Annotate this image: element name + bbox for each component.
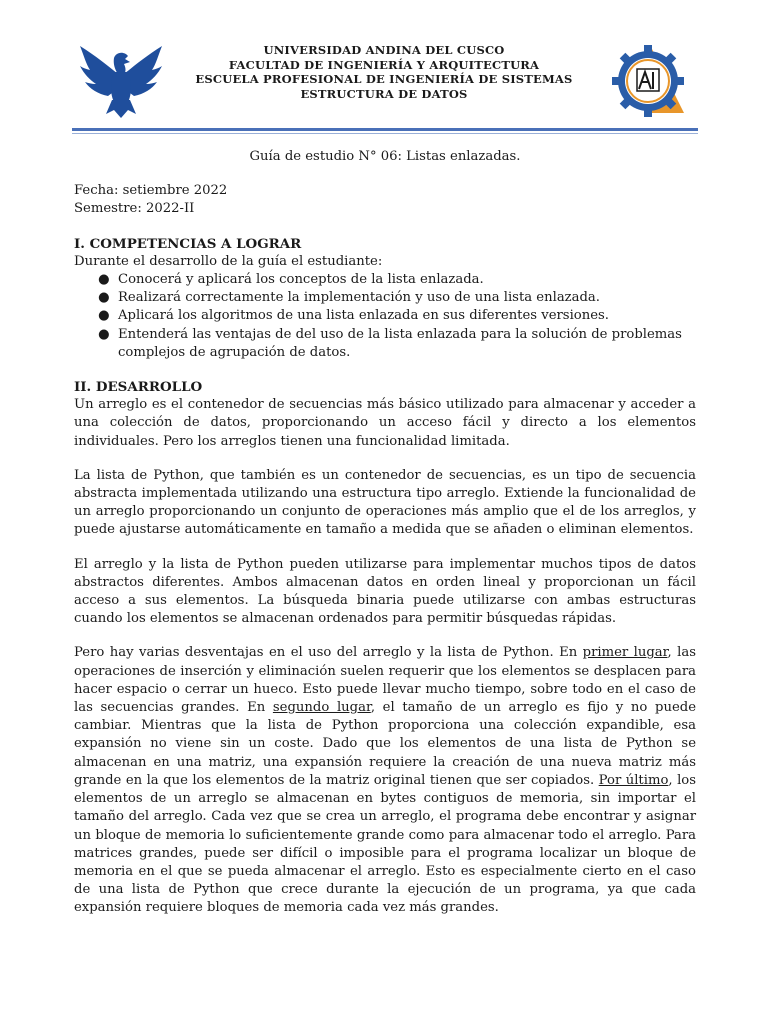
- section-title-competencias: I. COMPETENCIAS A LOGRAR: [74, 235, 302, 252]
- school-name: ESCUELA PROFESIONAL DE INGENIERÍA DE SISTEMAS: [195, 72, 573, 86]
- header-divider-thin: [72, 133, 698, 134]
- bullet-icon: ●: [98, 290, 110, 306]
- paragraph-3: El arreglo y la lista de Python pueden utilizarse para implementar muchos tipos de datos abstractos diferentes. Ambos almacenan datos en orden lineal y proporcionan un fácil acceso a sus elementos. La búsqueda binaria puede utilizarse con ambas estructuras cuando los elementos se almacenan ordenados para permitir búsquedas rápidas.: [74, 556, 696, 627]
- list-item: ● Entenderá las ventajas de del uso de la lista enlazada para la solución de problemas complejos de agrupación de datos.: [98, 326, 682, 360]
- bullet-icon: ●: [98, 272, 110, 288]
- underlined-por-ultimo: Por último: [598, 772, 669, 788]
- institution-heading: [170, 43, 598, 101]
- section-intro: Durante el desarrollo de la guía el estudiante:: [74, 253, 383, 269]
- list-item: ● Conocerá y aplicará los conceptos de la lista enlazada.: [74, 271, 696, 289]
- university-name: UNIVERSIDAD ANDINA DEL CUSCO: [263, 43, 505, 57]
- guide-title: Guía de estudio N° 06: Listas enlazadas.: [249, 149, 521, 164]
- document-body: [74, 148, 696, 934]
- list-item: ● Aplicará los algoritmos de una lista enlazada en sus diferentes versiones.: [74, 307, 696, 325]
- date-line: Fecha: setiembre 2022: [74, 183, 228, 199]
- eagle-icon: [78, 44, 164, 120]
- bullet-icon: ●: [98, 308, 110, 324]
- bullet-icon: ●: [98, 326, 110, 342]
- list-item: ● Realizará correctamente la implementación y uso de una lista enlazada.: [74, 289, 696, 307]
- gear-seal-icon: [610, 43, 688, 119]
- paragraph-2: La lista de Python, que también es un contenedor de secuencias, es un tipo de secuencia abstracta implementada utilizando una estructura tipo arreglo. Extiende la funcionalidad de un arreglo proporcionando un conjunto de operaciones más amplio que el de los arreglos, y puede ajustarse automáticamente en tamaño a medida que se añaden o eliminan elementos.: [74, 467, 696, 538]
- course-name: ESTRUCTURA DE DATOS: [300, 86, 468, 101]
- paragraph-1: Un arreglo es el contenedor de secuencias más básico utilizado para almacenar y acceder a una colección de datos, proporcionando un acceso fácil y directo a los elementos individuales. Pero los arreglos tienen una funcionalidad limitada.: [74, 397, 696, 449]
- semester-line: Semestre: 2022-II: [74, 201, 195, 217]
- header-divider: [72, 128, 698, 131]
- underlined-primer-lugar: primer lugar: [582, 645, 668, 661]
- paragraph-4: Pero hay varias desventajas en el uso del arreglo y la lista de Python. En primer lugar, las operaciones de inserción y eliminación suelen requerir que los elementos se desplacen para hacer espacio o cerrar un hueco. Esto puede llevar mucho tiempo, sobre todo en el caso de las secuencias grandes. En segundo lugar, el tamaño de un arreglo es fijo y no puede cambiar. Mientras que la lista de Python proporciona una colección expandible, esa expansión no viene sin un coste. Dado que los elementos de una lista de Python se almacenan en una matriz, una expansión requiere la creación de una nueva matriz más grande en la que los elementos de la matriz original tienen que ser copiados. Por último, los elementos de un arreglo se almacenan en bytes contiguos de memoria, sin importar el tamaño del arreglo. Cada vez que se crea un arreglo, el programa debe encontrar y asignar un bloque de memoria lo suficientemente grande como para almacenar todo el arreglo. Para matrices grandes, puede ser difícil o imposible para el programa localizar un bloque de memoria en el que se pueda almacenar el arreglo. Esto es especialmente cierto en el caso de una lista de Python que crece durante la ejecución de un programa, ya que cada expansión requiere bloques de memoria cada vez más grandes.: [74, 645, 697, 916]
- competencies-list: [74, 271, 696, 362]
- section-title-desarrollo: II. DESARROLLO: [74, 379, 203, 396]
- document-header: [0, 0, 768, 140]
- meta-block: [74, 182, 696, 218]
- underlined-segundo-lugar: segundo lugar: [272, 700, 371, 716]
- faculty-name: FACULTAD DE INGENIERÍA Y ARQUITECTURA: [228, 57, 540, 72]
